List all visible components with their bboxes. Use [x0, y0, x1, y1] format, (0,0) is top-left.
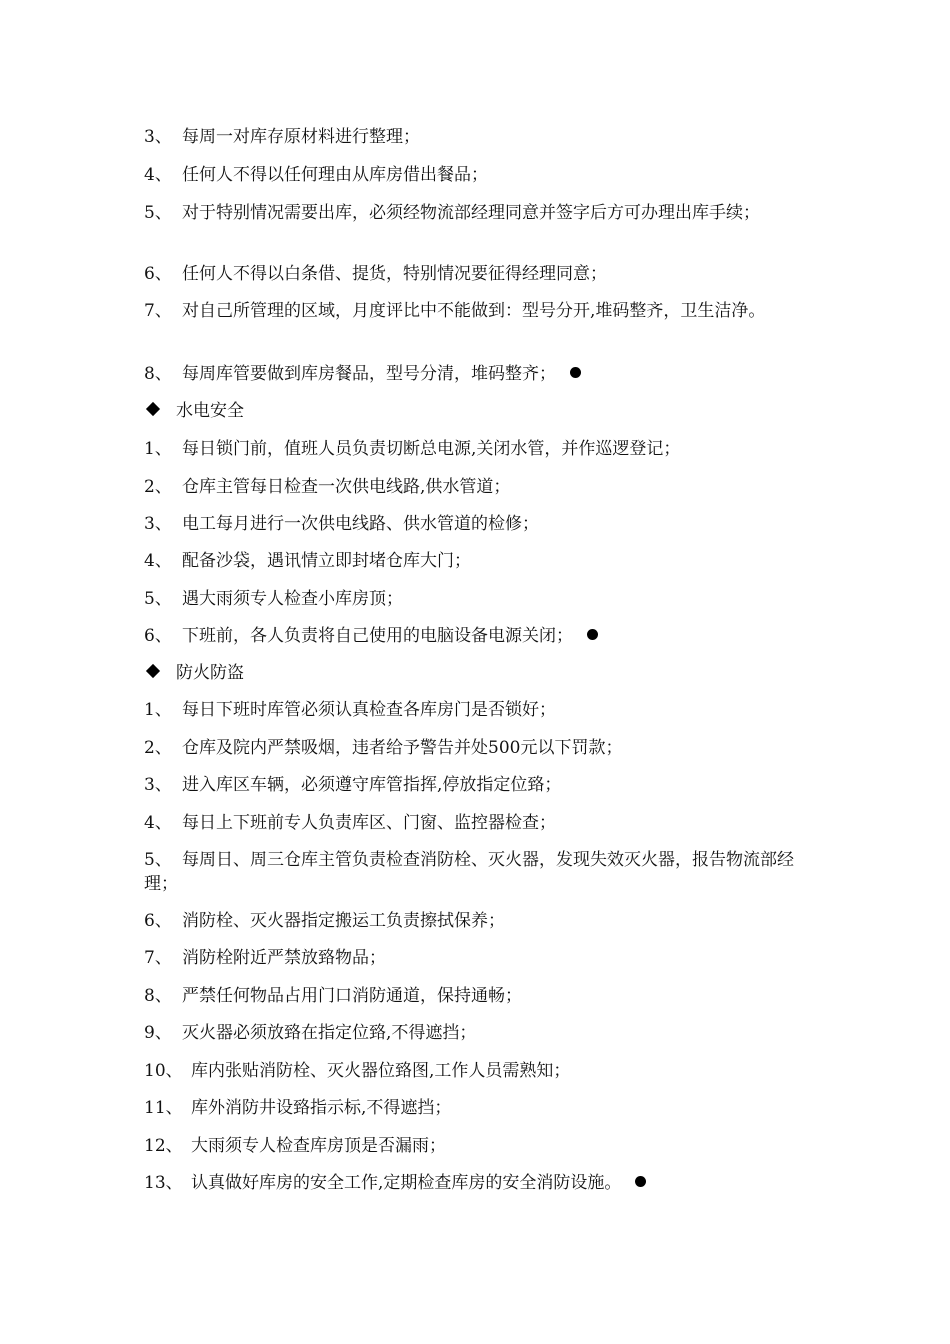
rule-item [144, 736, 814, 760]
item-text: 库内张贴消防栓、灭火器位臵图,工作人员需熟知； [191, 1061, 571, 1081]
item-text: 仓库主管每日检查一次供电线路,供水管道； [182, 477, 511, 497]
rule-item [144, 587, 814, 611]
item-text: 任何人不得以任何理由从库房借出餐品； [182, 165, 488, 185]
rule-item [144, 909, 814, 933]
rule-item [144, 624, 814, 648]
item-text: 每周库管要做到库房餐品，型号分清，堆码整齐； [182, 364, 556, 384]
item-number: 3、 [144, 514, 172, 534]
item-text: 严禁任何物品占用门口消防通道，保持通畅； [182, 986, 522, 1006]
item-text: 对自己所管理的区域，月度评比中不能做到：型号分开,堆码整齐，卫生洁净。 [182, 301, 766, 321]
item-text: 每周日、周三仓库主管负责检查消防栓、灭火器，发现失效灭火器，报告物流部经理； [144, 850, 794, 894]
rule-item [144, 984, 814, 1008]
rule-item [144, 1134, 814, 1158]
item-number: 3、 [144, 775, 172, 795]
rule-item [144, 201, 814, 225]
rule-item [144, 475, 814, 499]
item-number: 5、 [144, 203, 172, 223]
rule-item [144, 125, 814, 149]
item-text: 每日上下班前专人负责库区、门窗、监控器检查； [182, 813, 556, 833]
item-number: 2、 [144, 477, 172, 497]
item-number: 1、 [144, 439, 172, 459]
item-text: 消防栓、灭火器指定搬运工负责擦拭保养； [182, 911, 505, 931]
rule-item [144, 848, 814, 896]
item-number: 1、 [144, 700, 172, 720]
diamond-bullet-icon [146, 402, 160, 416]
bullet-dot-icon [635, 1176, 646, 1187]
item-text: 下班前，各人负责将自己使用的电脑设备电源关闭； [182, 626, 573, 646]
rule-item [144, 1096, 814, 1120]
rule-item [144, 946, 814, 970]
item-number: 9、 [144, 1023, 172, 1043]
item-number: 8、 [144, 986, 172, 1006]
rule-item [144, 262, 814, 286]
item-number: 5、 [144, 589, 172, 609]
item-text: 配备沙袋，遇讯情立即封堵仓库大门； [182, 551, 471, 571]
item-text: 灭火器必须放臵在指定位臵,不得遮挡； [182, 1023, 477, 1043]
section-heading [144, 661, 814, 685]
item-number: 6、 [144, 264, 172, 284]
item-text: 进入库区车辆，必须遵守库管指挥,停放指定位臵； [182, 775, 562, 795]
item-number: 4、 [144, 813, 172, 833]
item-number: 11、 [144, 1098, 183, 1118]
rule-item [144, 1171, 814, 1195]
item-text: 每日下班时库管必须认真检查各库房门是否锁好； [182, 700, 556, 720]
bullet-dot-icon [570, 367, 581, 378]
rule-item [144, 1059, 814, 1083]
item-number: 8、 [144, 364, 172, 384]
item-text: 遇大雨须专人检查小库房顶； [182, 589, 403, 609]
item-text: 每日锁门前，值班人员负责切断总电源,关闭水管，并作巡逻登记； [182, 439, 681, 459]
item-number: 2、 [144, 738, 172, 758]
item-text: 电工每月进行一次供电线路、供水管道的检修； [182, 514, 539, 534]
item-number: 7、 [144, 301, 172, 321]
section-heading [144, 399, 814, 423]
bullet-dot-icon [587, 629, 598, 640]
rule-item [144, 811, 814, 835]
rule-item [144, 549, 814, 573]
item-number: 4、 [144, 551, 172, 571]
item-text: 消防栓附近严禁放臵物品； [182, 948, 386, 968]
rule-item [144, 1021, 814, 1045]
item-number: 4、 [144, 165, 172, 185]
item-text: 仓库及院内严禁吸烟，违者给予警告并处500元以下罚款； [182, 738, 623, 758]
rule-item [144, 437, 814, 461]
diamond-bullet-icon [146, 664, 160, 678]
item-number: 10、 [144, 1061, 183, 1081]
item-number: 6、 [144, 626, 172, 646]
rule-item [144, 512, 814, 536]
item-number: 7、 [144, 948, 172, 968]
item-number: 6、 [144, 911, 172, 931]
item-text: 任何人不得以白条借、提货，特别情况要征得经理同意； [182, 264, 607, 284]
rule-item [144, 299, 814, 323]
item-text: 对于特别情况需要出库，必须经物流部经理同意并签字后方可办理出库手续； [182, 203, 760, 223]
section-title: 防火防盗 [176, 663, 244, 683]
item-number: 12、 [144, 1136, 183, 1156]
item-number: 3、 [144, 127, 172, 147]
item-text: 大雨须专人检查库房顶是否漏雨； [191, 1136, 446, 1156]
rule-item [144, 698, 814, 722]
rule-item [144, 163, 814, 187]
item-text: 每周一对库存原材料进行整理； [182, 127, 420, 147]
section-title: 水电安全 [176, 401, 244, 421]
rule-item [144, 773, 814, 797]
item-text: 认真做好库房的安全工作,定期检查库房的安全消防设施。 [191, 1173, 622, 1193]
item-number: 13、 [144, 1173, 183, 1193]
item-number: 5、 [144, 850, 172, 870]
item-text: 库外消防井设臵指示标,不得遮挡； [191, 1098, 452, 1118]
rule-item [144, 362, 814, 386]
